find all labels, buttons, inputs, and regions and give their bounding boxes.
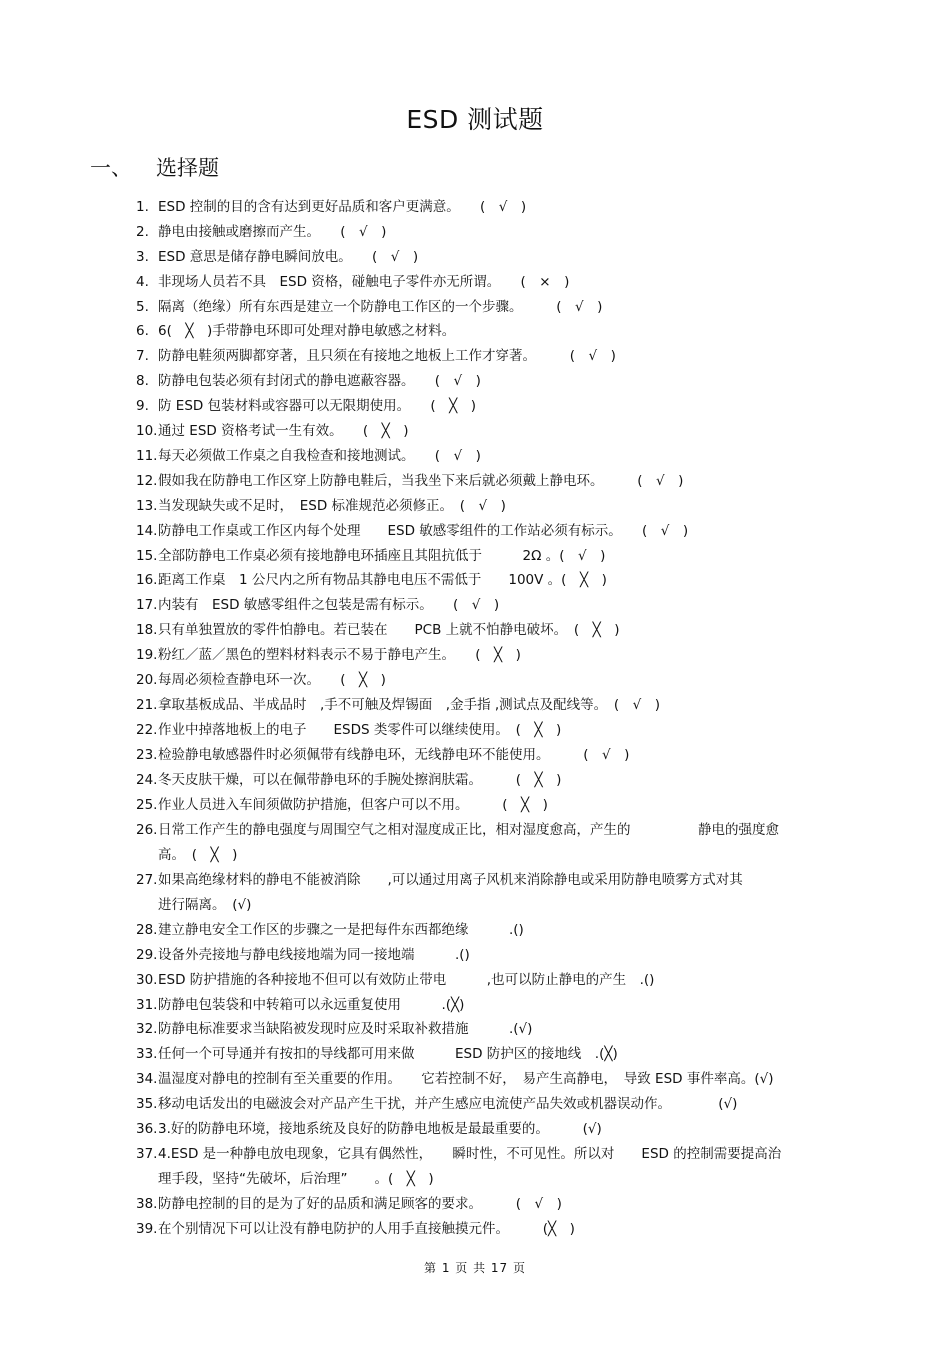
- question-item: [136, 593, 866, 618]
- question-number: 36.: [136, 1121, 158, 1137]
- question-item: [136, 1117, 866, 1142]
- section-title: 选择题: [156, 156, 219, 180]
- question-item: [136, 1217, 866, 1242]
- question-text: 只有单独置放的零件怕静电。若已装在 PCB 上就不怕静电破坏。 ( ╳ ): [158, 622, 620, 638]
- question-number: 4.: [136, 274, 149, 290]
- question-number: 18.: [136, 622, 158, 638]
- question-number: 34.: [136, 1071, 158, 1087]
- question-item: [136, 220, 866, 245]
- question-item: [136, 568, 866, 593]
- question-number: 9.: [136, 398, 149, 414]
- question-number: 19.: [136, 647, 158, 663]
- question-number: 28.: [136, 922, 158, 938]
- question-item: [136, 668, 866, 693]
- question-text: 在个别情况下可以让没有静电防护的人用手直接触摸元件。 (╳ ): [158, 1221, 575, 1237]
- question-item: [136, 1192, 866, 1217]
- question-number: 32.: [136, 1021, 158, 1037]
- question-number: 23.: [136, 747, 158, 763]
- question-item: [136, 319, 866, 344]
- question-number: 6.: [136, 323, 149, 339]
- question-text: 防静电包装袋和中转箱可以永远重复使用 .(╳): [158, 997, 465, 1013]
- question-item: [136, 943, 866, 968]
- question-item: [136, 519, 866, 544]
- question-item: [136, 918, 866, 943]
- question-text: 任何一个可导通并有按扣的导线都可用来做 ESD 防护区的接地线 .(╳): [158, 1046, 618, 1062]
- question-number: 31.: [136, 997, 158, 1013]
- question-text: 每天必须做工作桌之自我检查和接地测试。 ( √ ): [158, 448, 481, 464]
- question-text: 内装有 ESD 敏感零组件之包装是需有标示。 ( √ ): [158, 597, 500, 613]
- question-item: [136, 295, 866, 320]
- question-item: [136, 868, 866, 917]
- question-item: [136, 718, 866, 743]
- question-text: 距离工作桌 1 公尺内之所有物品其静电电压不需低于 100V 。( ╳ ): [158, 572, 607, 588]
- question-text: ESD 控制的目的含有达到更好品质和客户更满意。 ( √ ): [158, 199, 527, 215]
- question-number: 30.: [136, 972, 158, 988]
- question-number: 15.: [136, 548, 158, 564]
- question-text: ESD 意思是储存静电瞬间放电。 ( √ ): [158, 249, 419, 265]
- question-number: 26.: [136, 822, 158, 838]
- question-text: 防 ESD 包装材料或容器可以无限期使用。 ( ╳ ): [158, 398, 476, 414]
- question-text-continued: 理手段，坚持“先破坏，后治理” 。( ╳ ): [158, 1170, 434, 1187]
- question-number: 12.: [136, 473, 158, 489]
- question-text: 假如我在防静电工作区穿上防静电鞋后，当我坐下来后就必须戴上静电环。 ( √ ): [158, 473, 684, 489]
- question-text: 6( ╳ )手带静电环即可处理对静电敏感之材料。: [158, 323, 456, 339]
- question-text: 防静电控制的目的是为了好的品质和满足顾客的要求。 ( √ ): [158, 1196, 562, 1212]
- question-number: 29.: [136, 947, 158, 963]
- question-number: 2.: [136, 224, 149, 240]
- question-text: 3.好的防静电环境，接地系统及良好的防静电地板是最最重要的。 (√): [158, 1121, 602, 1137]
- question-item: [136, 968, 866, 993]
- question-item: [136, 270, 866, 295]
- question-number: 20.: [136, 672, 158, 688]
- question-item: [136, 544, 866, 569]
- question-number: 39.: [136, 1221, 158, 1237]
- question-number: 16.: [136, 572, 158, 588]
- question-item: [136, 494, 866, 519]
- question-item: [136, 369, 866, 394]
- section-heading: [90, 152, 219, 182]
- question-item: [136, 818, 866, 867]
- question-text: ESD 防护措施的各种接地不但可以有效防止带电 ,也可以防止静电的产生 .(): [158, 972, 655, 988]
- question-number: 13.: [136, 498, 158, 514]
- question-text: 全部防静电工作桌必须有接地静电环插座且其阻抗低于 2Ω 。( √ ): [158, 548, 606, 564]
- question-text: 每周必须检查静电环一次。 ( ╳ ): [158, 672, 386, 688]
- question-item: [136, 1142, 866, 1191]
- question-text: 设备外壳接地与静电线接地端为同一接地端 .(): [158, 947, 470, 963]
- question-item: [136, 793, 866, 818]
- question-item: [136, 618, 866, 643]
- question-number: 14.: [136, 523, 158, 539]
- question-text: 建立静电安全工作区的步骤之一是把每件东西都绝缘 .(): [158, 922, 524, 938]
- question-item: [136, 1042, 866, 1067]
- question-text: 通过 ESD 资格考试一生有效。 ( ╳ ): [158, 423, 409, 439]
- question-number: 3.: [136, 249, 149, 265]
- question-item: [136, 245, 866, 270]
- question-text: 粉红／蓝／黑色的塑料材料表示不易于静电产生。 ( ╳ ): [158, 647, 521, 663]
- question-number: 1.: [136, 199, 149, 215]
- question-text: 温湿度对静电的控制有至关重要的作用。 它若控制不好， 易产生高静电， 导致 ESD 事件率高。(√): [158, 1071, 774, 1087]
- question-item: [136, 643, 866, 668]
- question-number: 38.: [136, 1196, 158, 1212]
- question-number: 10.: [136, 423, 158, 439]
- question-number: 21.: [136, 697, 158, 713]
- question-number: 24.: [136, 772, 158, 788]
- question-number: 7.: [136, 348, 149, 364]
- question-text: 检验静电敏感器件时必须佩带有线静电环，无线静电环不能使用。 ( √ ): [158, 747, 630, 763]
- question-number: 22.: [136, 722, 158, 738]
- question-item: [136, 993, 866, 1018]
- question-item: [136, 344, 866, 369]
- question-number: 35.: [136, 1096, 158, 1112]
- page-footer: 第 1 页 共 17 页: [424, 1261, 526, 1275]
- question-item: [136, 469, 866, 494]
- question-text: 4.ESD 是一种静电放电现象，它具有偶然性， 瞬时性，不可见性。所以对 ESD 的控制需要提高治: [158, 1146, 782, 1162]
- question-text: 非现场人员若不具 ESD 资格，碰触电子零件亦无所谓。 ( × ): [158, 274, 570, 290]
- question-text: 防静电包装必须有封闭式的静电遮蔽容器。 ( √ ): [158, 373, 481, 389]
- question-number: 25.: [136, 797, 158, 813]
- question-text: 冬天皮肤干燥，可以在佩带静电环的手腕处擦润肤霜。 ( ╳ ): [158, 772, 562, 788]
- question-text: 防静电标准要求当缺陷被发现时应及时采取补救措施 .(√): [158, 1021, 533, 1037]
- question-text-continued: 进行隔离。 (√): [158, 896, 252, 913]
- question-text: 拿取基板成品、半成品时 ,手不可触及焊锡面 ,金手指 ,测试点及配线等。 ( √ ): [158, 697, 661, 713]
- question-item: [136, 768, 866, 793]
- question-text: 静电由接触或磨擦而产生。 ( √ ): [158, 224, 387, 240]
- question-item: [136, 743, 866, 768]
- question-text-continued: 高。 ( ╳ ): [158, 846, 238, 863]
- question-item: [136, 1067, 866, 1092]
- question-item: [136, 1092, 866, 1117]
- question-item: [136, 444, 866, 469]
- question-text: 防静电工作桌或工作区内每个处理 ESD 敏感零组件的工作站必须有标示。 ( √ ): [158, 523, 689, 539]
- question-text: 防静电鞋须两脚都穿著，且只须在有接地之地板上工作才穿著。 ( √ ): [158, 348, 616, 364]
- question-number: 37.: [136, 1146, 158, 1162]
- section-number: 一、: [90, 156, 132, 180]
- question-text: 作业中掉落地板上的电子 ESDS 类零件可以继续使用。 ( ╳ ): [158, 722, 562, 738]
- question-text: 隔离（绝缘）所有东西是建立一个防静电工作区的一个步骤。 ( √ ): [158, 299, 603, 315]
- question-text: 日常工作产生的静电强度与周围空气之相对湿度成正比，相对湿度愈高，产生的 静电的强度愈: [158, 822, 779, 838]
- question-number: 17.: [136, 597, 158, 613]
- question-item: [136, 195, 866, 220]
- question-text: 移动电话发出的电磁波会对产品产生干扰，并产生感应电流使产品失效或机器误动作。 (√): [158, 1096, 738, 1112]
- question-number: 11.: [136, 448, 158, 464]
- question-number: 8.: [136, 373, 149, 389]
- question-text: 当发现缺失或不足时， ESD 标准规范必须修正。 ( √ ): [158, 498, 506, 514]
- question-number: 27.: [136, 872, 158, 888]
- question-item: [136, 693, 866, 718]
- question-item: [136, 394, 866, 419]
- question-item: [136, 419, 866, 444]
- question-text: 作业人员进入车间须做防护措施，但客户可以不用。 ( ╳ ): [158, 797, 548, 813]
- page-title: ESD 测试题: [406, 105, 544, 134]
- question-number: 5.: [136, 299, 149, 315]
- question-number: 33.: [136, 1046, 158, 1062]
- question-item: [136, 1017, 866, 1042]
- question-text: 如果高绝缘材料的静电不能被消除 ,可以通过用离子风机来消除静电或采用防静电喷雾方式对其: [158, 872, 743, 888]
